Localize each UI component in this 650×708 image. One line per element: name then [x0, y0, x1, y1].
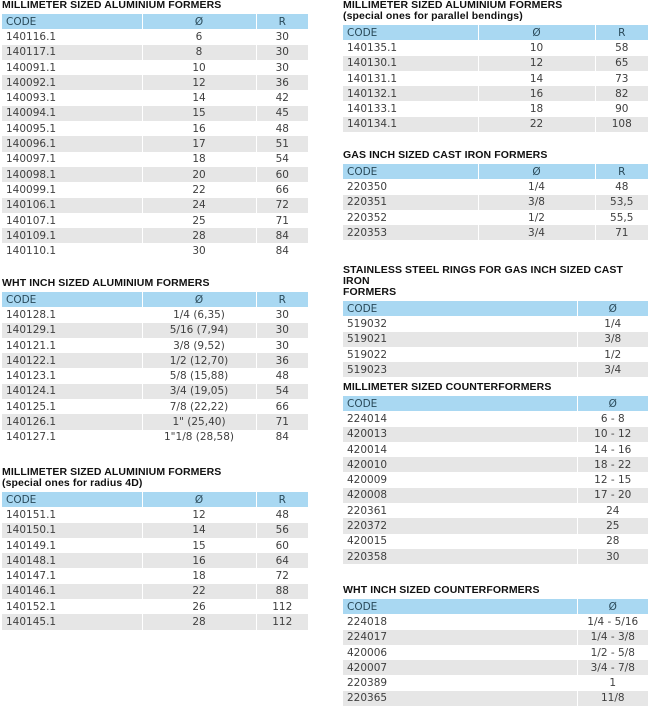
table-row	[343, 442, 648, 457]
table-row	[2, 307, 308, 322]
diameter-cell: 8	[142, 45, 256, 60]
column-header: Ø	[577, 396, 648, 411]
code-cell: 224018	[343, 614, 577, 629]
table-row	[2, 523, 308, 538]
diameter-cell: 1/2	[577, 347, 648, 362]
diameter-cell: 12 - 15	[577, 472, 648, 487]
diameter-cell: 12	[478, 56, 595, 71]
table-row	[2, 106, 308, 121]
code-cell: 220351	[343, 195, 478, 210]
table-row	[343, 40, 648, 55]
code-cell: 220358	[343, 549, 577, 564]
table-row	[2, 136, 308, 151]
code-cell: 140133.1	[343, 101, 478, 116]
table-row	[343, 86, 648, 101]
diameter-cell: 6	[142, 29, 256, 44]
table-title: WHT INCH SIZED COUNTERFORMERS	[343, 584, 540, 596]
code-cell: 140126.1	[2, 414, 142, 429]
radius-cell: 90	[595, 101, 648, 116]
code-cell: 140092.1	[2, 75, 142, 90]
table-title: GAS INCH SIZED CAST IRON FORMERS	[343, 149, 548, 161]
diameter-cell: 18	[142, 152, 256, 167]
radius-cell: 30	[256, 323, 308, 338]
radius-cell: 56	[256, 523, 308, 538]
code-cell: 140149.1	[2, 538, 142, 553]
diameter-cell: 11/8	[577, 691, 648, 706]
code-cell: 140146.1	[2, 584, 142, 599]
diameter-cell: 15	[142, 106, 256, 121]
code-cell: 140129.1	[2, 323, 142, 338]
code-cell: 519021	[343, 332, 577, 347]
column-header: CODE	[343, 25, 478, 40]
table-title: MILLIMETER SIZED ALUMINIUM FORMERS	[2, 466, 222, 478]
diameter-cell: 30	[142, 243, 256, 258]
table-section-mm-aluminium-formers-radius-4d	[2, 467, 308, 630]
radius-cell: 64	[256, 553, 308, 568]
table-row	[2, 182, 308, 197]
radius-cell: 60	[256, 538, 308, 553]
diameter-cell: 18	[478, 101, 595, 116]
table-section-stainless-steel-rings	[343, 265, 650, 377]
table-row	[343, 691, 648, 706]
code-cell: 140152.1	[2, 599, 142, 614]
table-row	[2, 414, 308, 429]
code-cell: 420007	[343, 660, 577, 675]
code-cell: 140132.1	[343, 86, 478, 101]
code-cell: 140117.1	[2, 45, 142, 60]
diameter-cell: 28	[142, 228, 256, 243]
code-cell: 224014	[343, 411, 577, 426]
table-row	[2, 213, 308, 228]
code-cell: 420014	[343, 442, 577, 457]
radius-cell: 108	[595, 117, 648, 132]
diameter-cell: 14 - 16	[577, 442, 648, 457]
table-row	[343, 549, 648, 564]
radius-cell: 48	[256, 368, 308, 383]
diameter-cell: 12	[142, 507, 256, 522]
diameter-cell: 20	[142, 167, 256, 182]
table-row	[343, 71, 648, 86]
code-cell: 220353	[343, 225, 478, 240]
code-cell: 140110.1	[2, 243, 142, 258]
table-section-mm-aluminium-formers	[2, 0, 308, 259]
radius-cell: 71	[256, 213, 308, 228]
diameter-cell: 1/4 (6,35)	[142, 307, 256, 322]
diameter-cell: 1/2 (12,70)	[142, 353, 256, 368]
radius-cell: 112	[256, 614, 308, 629]
diameter-cell: 26	[142, 599, 256, 614]
code-cell: 140151.1	[2, 507, 142, 522]
table-row	[343, 411, 648, 426]
radius-cell: 45	[256, 106, 308, 121]
diameter-cell: 3/8	[577, 332, 648, 347]
diameter-cell: 1/2	[478, 210, 595, 225]
table-row	[343, 56, 648, 71]
diameter-cell: 25	[142, 213, 256, 228]
diameter-cell: 10	[478, 40, 595, 55]
table-row	[343, 225, 648, 240]
diameter-cell: 10 - 12	[577, 427, 648, 442]
column-header: CODE	[343, 599, 577, 614]
table-row	[2, 75, 308, 90]
radius-cell: 55,5	[595, 210, 648, 225]
radius-cell: 112	[256, 599, 308, 614]
diameter-cell: 25	[577, 518, 648, 533]
table-title: WHT INCH SIZED ALUMINIUM FORMERS	[2, 277, 210, 289]
code-cell: 140091.1	[2, 60, 142, 75]
diameter-cell: 18 - 22	[577, 457, 648, 472]
table-row	[2, 399, 308, 414]
code-cell: 140116.1	[2, 29, 142, 44]
diameter-cell: 3/4 (19,05)	[142, 384, 256, 399]
code-cell: 140109.1	[2, 228, 142, 243]
table-row	[343, 503, 648, 518]
diameter-cell: 5/8 (15,88)	[142, 368, 256, 383]
table-row	[343, 347, 648, 362]
table-row	[343, 101, 648, 116]
radius-cell: 71	[256, 414, 308, 429]
table-row	[343, 630, 648, 645]
diameter-cell: 16	[478, 86, 595, 101]
diameter-cell: 16	[142, 553, 256, 568]
diameter-cell: 3/8 (9,52)	[142, 338, 256, 353]
diameter-cell: 24	[577, 503, 648, 518]
code-cell: 140095.1	[2, 121, 142, 136]
diameter-cell: 7/8 (22,22)	[142, 399, 256, 414]
code-cell: 140098.1	[2, 167, 142, 182]
radius-cell: 30	[256, 338, 308, 353]
table-row	[2, 152, 308, 167]
column-header: CODE	[343, 164, 478, 179]
column-header: CODE	[2, 292, 142, 307]
radius-cell: 30	[256, 45, 308, 60]
radius-cell: 73	[595, 71, 648, 86]
code-cell: 140145.1	[2, 614, 142, 629]
table-title: MILLIMETER SIZED ALUMINIUM FORMERS	[343, 0, 563, 11]
diameter-cell: 3/4 - 7/8	[577, 660, 648, 675]
radius-cell: 84	[256, 430, 308, 445]
radius-cell: 48	[256, 507, 308, 522]
table-header-row	[343, 396, 648, 411]
diameter-cell: 1/4 - 3/8	[577, 630, 648, 645]
code-cell: 140099.1	[2, 182, 142, 197]
table-row	[2, 384, 308, 399]
code-cell: 140097.1	[2, 152, 142, 167]
column-header: Ø	[478, 25, 595, 40]
data-table	[343, 164, 648, 240]
code-cell: 420006	[343, 645, 577, 660]
code-cell: 140106.1	[2, 198, 142, 213]
radius-cell: 66	[256, 182, 308, 197]
code-cell: 140094.1	[2, 106, 142, 121]
diameter-cell: 1"1/8 (28,58)	[142, 430, 256, 445]
code-cell: 420015	[343, 534, 577, 549]
code-cell: 140125.1	[2, 399, 142, 414]
column-header: R	[256, 292, 308, 307]
diameter-cell: 1/4	[478, 179, 595, 194]
code-cell: 140107.1	[2, 213, 142, 228]
radius-cell: 51	[256, 136, 308, 151]
diameter-cell: 22	[142, 584, 256, 599]
table-row	[343, 472, 648, 487]
diameter-cell: 5/16 (7,94)	[142, 323, 256, 338]
code-cell: 220389	[343, 675, 577, 690]
radius-cell: 48	[256, 121, 308, 136]
table-row	[343, 332, 648, 347]
table-row	[343, 210, 648, 225]
column-header: R	[595, 25, 648, 40]
code-cell: 140130.1	[343, 56, 478, 71]
table-row	[343, 362, 648, 377]
diameter-cell: 15	[142, 538, 256, 553]
radius-cell: 53,5	[595, 195, 648, 210]
table-row	[343, 660, 648, 675]
code-cell: 519032	[343, 316, 577, 331]
code-cell: 224017	[343, 630, 577, 645]
code-cell: 140124.1	[2, 384, 142, 399]
column-header: Ø	[478, 164, 595, 179]
code-cell: 519022	[343, 347, 577, 362]
column-header: R	[256, 492, 308, 507]
code-cell: 140134.1	[343, 117, 478, 132]
radius-cell: 36	[256, 353, 308, 368]
table-row	[2, 553, 308, 568]
code-cell: 140147.1	[2, 568, 142, 583]
table-row	[2, 243, 308, 258]
column-header: CODE	[343, 396, 577, 411]
diameter-cell: 22	[478, 117, 595, 132]
table-row	[2, 121, 308, 136]
code-cell: 420010	[343, 457, 577, 472]
code-cell: 220361	[343, 503, 577, 518]
column-header: R	[595, 164, 648, 179]
table-row	[2, 338, 308, 353]
diameter-cell: 1/2 - 5/8	[577, 645, 648, 660]
table-row	[343, 534, 648, 549]
diameter-cell: 18	[142, 568, 256, 583]
column-header: CODE	[2, 14, 142, 29]
table-subtitle: FORMERS	[343, 286, 397, 298]
diameter-cell: 14	[478, 71, 595, 86]
radius-cell: 65	[595, 56, 648, 71]
code-cell: 420013	[343, 427, 577, 442]
radius-cell: 54	[256, 384, 308, 399]
diameter-cell: 17	[142, 136, 256, 151]
diameter-cell: 3/8	[478, 195, 595, 210]
diameter-cell: 30	[577, 549, 648, 564]
code-cell: 140121.1	[2, 338, 142, 353]
radius-cell: 30	[256, 29, 308, 44]
code-cell: 140148.1	[2, 553, 142, 568]
data-table	[343, 396, 648, 564]
table-row	[343, 117, 648, 132]
table-row	[2, 614, 308, 629]
radius-cell: 36	[256, 75, 308, 90]
table-section-gas-inch-cast-iron-formers	[343, 150, 648, 240]
table-row	[343, 675, 648, 690]
table-row	[343, 518, 648, 533]
code-cell: 140127.1	[2, 430, 142, 445]
table-header-row	[343, 25, 648, 40]
code-cell: 519023	[343, 362, 577, 377]
column-header: Ø	[142, 492, 256, 507]
table-section-wht-inch-counterformers	[343, 585, 648, 706]
table-row	[343, 316, 648, 331]
diameter-cell: 12	[142, 75, 256, 90]
table-row	[2, 507, 308, 522]
table-row	[2, 353, 308, 368]
table-header-row	[2, 14, 308, 29]
code-cell: 220352	[343, 210, 478, 225]
radius-cell: 82	[595, 86, 648, 101]
code-cell: 140131.1	[343, 71, 478, 86]
column-header: Ø	[577, 599, 648, 614]
diameter-cell: 28	[577, 534, 648, 549]
data-table	[343, 301, 648, 377]
table-row	[2, 29, 308, 44]
table-row	[2, 167, 308, 182]
data-table	[343, 25, 648, 132]
table-title: MILLIMETER SIZED COUNTERFORMERS	[343, 381, 552, 393]
table-row	[2, 90, 308, 105]
radius-cell: 88	[256, 584, 308, 599]
diameter-cell: 10	[142, 60, 256, 75]
table-header-row	[343, 301, 648, 316]
table-row	[2, 198, 308, 213]
table-row	[343, 614, 648, 629]
radius-cell: 60	[256, 167, 308, 182]
table-title: STAINLESS STEEL RINGS FOR GAS INCH SIZED CAST IRON	[343, 264, 624, 287]
column-header: Ø	[142, 14, 256, 29]
table-header-row	[343, 164, 648, 179]
diameter-cell: 6 - 8	[577, 411, 648, 426]
table-row	[2, 568, 308, 583]
column-header: CODE	[343, 301, 577, 316]
table-row	[2, 599, 308, 614]
table-subtitle: (special ones for parallel bendings)	[343, 10, 523, 22]
table-row	[343, 645, 648, 660]
radius-cell: 66	[256, 399, 308, 414]
code-cell: 140150.1	[2, 523, 142, 538]
table-title: MILLIMETER SIZED ALUMINIUM FORMERS	[2, 0, 222, 11]
diameter-cell: 1	[577, 675, 648, 690]
code-cell: 420008	[343, 488, 577, 503]
radius-cell: 84	[256, 243, 308, 258]
diameter-cell: 3/4	[478, 225, 595, 240]
table-row	[343, 195, 648, 210]
radius-cell: 84	[256, 228, 308, 243]
diameter-cell: 3/4	[577, 362, 648, 377]
radius-cell: 42	[256, 90, 308, 105]
radius-cell: 48	[595, 179, 648, 194]
diameter-cell: 17 - 20	[577, 488, 648, 503]
data-table	[2, 492, 308, 630]
code-cell: 140096.1	[2, 136, 142, 151]
table-header-row	[2, 292, 308, 307]
radius-cell: 54	[256, 152, 308, 167]
code-cell: 220350	[343, 179, 478, 194]
code-cell: 140123.1	[2, 368, 142, 383]
table-row	[2, 228, 308, 243]
table-row	[343, 427, 648, 442]
table-section-mm-counterformers	[343, 382, 648, 564]
table-row	[2, 60, 308, 75]
radius-cell: 72	[256, 568, 308, 583]
table-row	[2, 323, 308, 338]
column-header: Ø	[577, 301, 648, 316]
column-header: R	[256, 14, 308, 29]
diameter-cell: 14	[142, 90, 256, 105]
table-row	[343, 457, 648, 472]
code-cell: 140122.1	[2, 353, 142, 368]
table-row	[343, 179, 648, 194]
table-row	[343, 488, 648, 503]
diameter-cell: 24	[142, 198, 256, 213]
diameter-cell: 28	[142, 614, 256, 629]
column-header: CODE	[2, 492, 142, 507]
diameter-cell: 1/4	[577, 316, 648, 331]
table-subtitle: (special ones for radius 4D)	[2, 477, 143, 489]
table-row	[2, 45, 308, 60]
code-cell: 420009	[343, 472, 577, 487]
data-table	[343, 599, 648, 706]
radius-cell: 30	[256, 307, 308, 322]
code-cell: 140128.1	[2, 307, 142, 322]
code-cell: 140093.1	[2, 90, 142, 105]
data-table	[2, 14, 308, 259]
table-section-wht-inch-aluminium-formers	[2, 278, 308, 445]
table-row	[2, 430, 308, 445]
table-row	[2, 368, 308, 383]
diameter-cell: 16	[142, 121, 256, 136]
code-cell: 220372	[343, 518, 577, 533]
radius-cell: 58	[595, 40, 648, 55]
table-header-row	[343, 599, 648, 614]
table-section-mm-aluminium-formers-parallel	[343, 0, 648, 132]
column-header: Ø	[142, 292, 256, 307]
radius-cell: 71	[595, 225, 648, 240]
table-row	[2, 538, 308, 553]
radius-cell: 30	[256, 60, 308, 75]
radius-cell: 72	[256, 198, 308, 213]
diameter-cell: 22	[142, 182, 256, 197]
table-header-row	[2, 492, 308, 507]
diameter-cell: 1" (25,40)	[142, 414, 256, 429]
diameter-cell: 1/4 - 5/16	[577, 614, 648, 629]
code-cell: 140135.1	[343, 40, 478, 55]
table-row	[2, 584, 308, 599]
data-table	[2, 292, 308, 445]
code-cell: 220365	[343, 691, 577, 706]
diameter-cell: 14	[142, 523, 256, 538]
